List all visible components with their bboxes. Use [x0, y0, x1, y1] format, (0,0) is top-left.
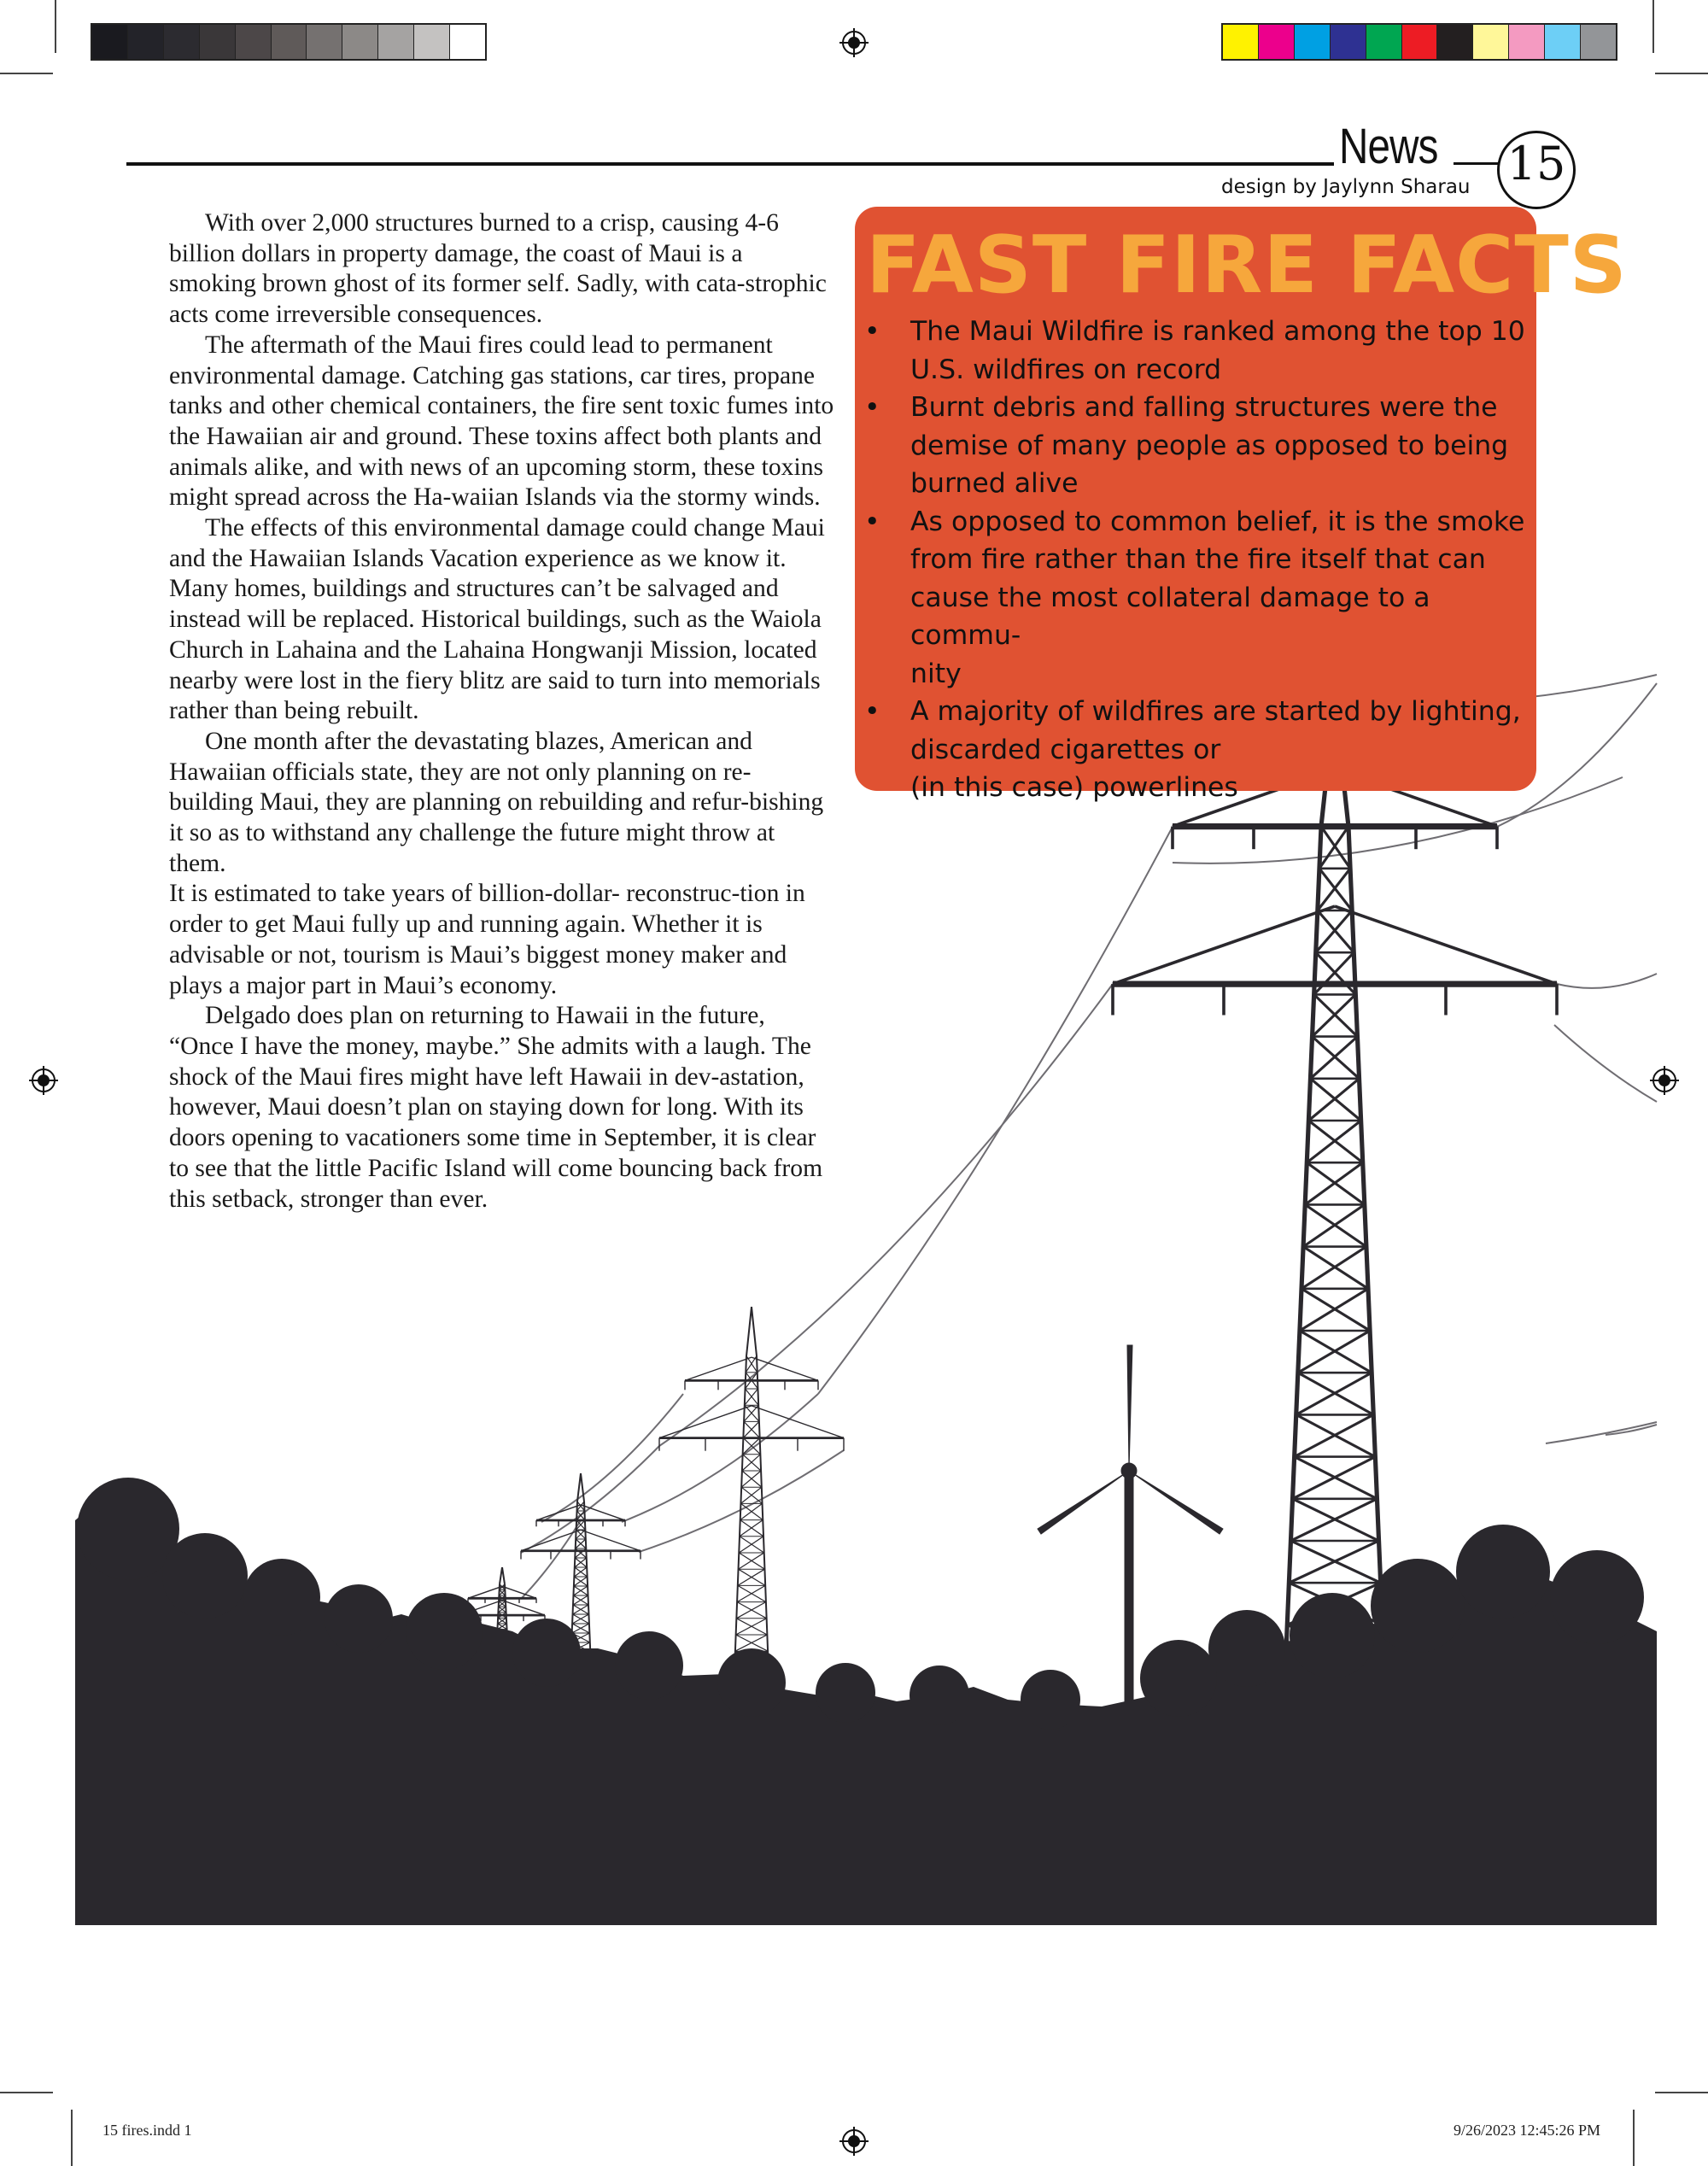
turbine-hub: [1121, 1463, 1137, 1478]
page-number: 15: [1506, 137, 1566, 190]
fact-item: [864, 389, 1526, 503]
fact-item: [864, 313, 1526, 389]
fact-item: [864, 503, 1526, 694]
article-paragraph: It is estimated to take years of billion-dollar- reconstruc-tion in order to get Maui fully up and running again. Whether it is advisable or not, tourism is Maui’s biggest money maker and plays a major part in Maui’s economy.: [169, 880, 805, 999]
slug-timestamp: 9/26/2023 12:45:26 PM: [1454, 2122, 1601, 2139]
fact-line: burned alive: [910, 468, 1079, 499]
turbine-mast: [1125, 1469, 1133, 1725]
tree-canopy: [910, 1665, 969, 1725]
bullet-icon: •: [864, 316, 880, 347]
fact-item: [864, 693, 1526, 807]
tree-canopy: [162, 1533, 248, 1619]
tree-canopy: [1290, 1593, 1375, 1678]
article-paragraph: With over 2,000 structures burned to a crisp, causing 4-6 billion dollars in property damage, the coast of Maui is a smoking brown ghost of its former self. Sadly, with cata-strophic acts come irreversible consequences.: [169, 209, 827, 329]
article-paragraph: Delgado does plan on returning to Hawaii in the future, “Once I have the money, maybe.” She admits with a laugh. The shock of the Maui fires might have left Hawaii in dev-astation, however, Maui doesn’t plan on staying down for long. With its doors opening to vacationers some time in September, it is clear to see that the little Pacific Island will come bouncing back from this setback, stronger than ever.: [169, 1002, 823, 1213]
article-paragraph: One month after the devastating blazes, American and Hawaiian officials state, they are not only planning on re-building Maui, they are planning on rebuilding and refur-bishing it so as to withstand any challenge the future might throw at them.: [169, 727, 824, 877]
tree-canopy: [1021, 1670, 1080, 1730]
fact-line: demise of many people as opposed to being: [910, 430, 1509, 461]
design-credit: design by Jaylynn Sharau: [1221, 176, 1471, 198]
fact-line: Burnt debris and falling structures were the: [910, 392, 1498, 423]
tree-canopy: [1456, 1525, 1550, 1619]
tree-canopy: [1208, 1610, 1285, 1687]
bullet-icon: •: [864, 392, 880, 423]
fact-line: cause the most collateral damage to a commu-: [910, 582, 1430, 651]
facts-title: FAST FIRE FACTS: [866, 219, 1628, 311]
fact-line: (in this case) powerlines: [910, 772, 1238, 803]
tree-canopy: [1140, 1640, 1217, 1717]
tree-canopy: [243, 1559, 320, 1636]
turbine-blade: [1038, 1471, 1129, 1534]
bullet-icon: •: [864, 506, 880, 537]
tree-canopy: [406, 1593, 483, 1670]
tree-canopy: [816, 1663, 875, 1723]
fact-line: As opposed to common belief, it is the smoke: [910, 506, 1525, 537]
article-body: [169, 208, 835, 1215]
article-paragraph: The aftermath of the Maui fires could lead to permanent environmental damage. Catching gas stations, car tires, propane tanks and other chemical containers, the fire sent toxic fumes into the Hawaiian air and ground. These toxins affect both plants and animals alike, and with news of an upcoming storm, these toxins might spread across the Ha-waiian Islands via the stormy winds.: [169, 331, 834, 512]
fact-line: The Maui Wildfire is ranked among the top 10: [910, 316, 1525, 347]
turbine-blade: [1127, 1345, 1132, 1471]
slug-file-name: 15 fires.indd 1: [102, 2122, 192, 2139]
fact-line: nity: [910, 658, 962, 689]
tree-canopy: [512, 1619, 581, 1687]
section-label: News: [1339, 119, 1438, 174]
bullet-icon: •: [864, 696, 880, 727]
fact-line: A majority of wildfires are started by lighting,: [910, 696, 1521, 727]
tree-canopy: [615, 1631, 683, 1700]
fact-line: U.S. wildfires on record: [910, 354, 1222, 385]
tree-canopy: [1550, 1550, 1644, 1644]
fact-line: from fire rather than the fire itself that can: [910, 544, 1486, 575]
turbine-blade: [1129, 1471, 1223, 1534]
tree-canopy: [717, 1648, 786, 1717]
tree-canopy: [325, 1584, 393, 1653]
article-paragraph: The effects of this environmental damage could change Maui and the Hawaiian Islands Vacation experience as we know it. Many homes, buildings and structures can’t be salvaged and instead will be replaced. Historical buildings, such as the Waiola Church in Lahaina and the Lahaina Hongwanji Mission, located nearby were lost in the fiery blitz are said to turn into memorials rather than being rebuilt.: [169, 514, 825, 725]
fact-line: discarded cigarettes or: [910, 734, 1221, 765]
facts-list: [864, 313, 1526, 807]
tree-canopy: [1371, 1559, 1465, 1653]
